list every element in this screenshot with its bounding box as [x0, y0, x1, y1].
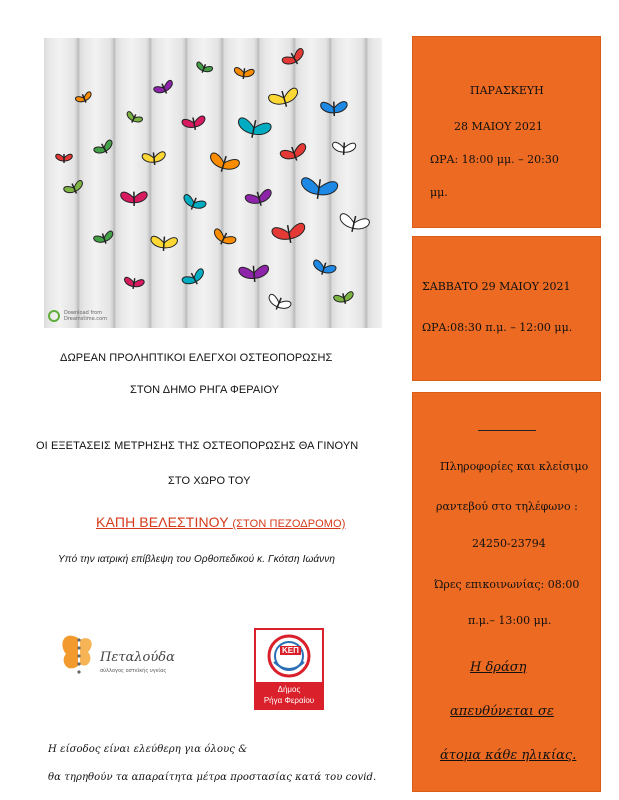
venue-name: ΚΑΠΗ ΒΕΛΕΣΤΙΝΟΥ	[96, 514, 229, 530]
kep-emblem-icon	[256, 630, 322, 682]
dreamstime-logo-icon	[48, 310, 60, 322]
watermark-line-2: Dreamstime.com	[64, 316, 107, 322]
exams-line-2: ΣΤΟ ΧΩΡΟ ΤΟΥ	[168, 475, 251, 487]
exams-line-1: ΟΙ ΕΞΕΤΑΣΕΙΣ ΜΕΤΡΗΣΗΣ ΤΗΣ ΟΣΤΕΟΠΟΡΩΣΗΣ ΘΑ ΓΙΝΟΥΝ	[36, 440, 359, 452]
action-line-1: Η δράση	[470, 660, 527, 675]
contact-hours-line-2: π.μ.– 13:00 μμ.	[468, 614, 552, 627]
butterfly-icon	[268, 87, 301, 111]
watermark-line-1: Download from	[64, 310, 103, 316]
petalouda-logo	[58, 630, 188, 686]
butterfly-icon	[271, 222, 307, 245]
butterfly-icon	[239, 265, 270, 284]
heading-line-2: ΣΤΟΝ ΔΗΜΟ ΡΗΓΑ ΦΕΡΑΙΟΥ	[130, 384, 280, 396]
butterfly-icon	[93, 230, 115, 247]
saturday-time: ΩΡΑ:08:30 π.μ. – 12:00 μμ.	[422, 321, 573, 334]
contact-info-line-1: Πληροφορίες και κλείσιμο	[440, 460, 589, 473]
butterfly-icon	[245, 188, 274, 209]
kep-line-2: Ρήγα Φεραίου	[263, 696, 315, 705]
supervision-note: Υπό την ιατρική επίβλεψη του Ορθοπεδικού κ. Γκότση Ιωάννη	[58, 554, 336, 565]
schedule-panel-saturday	[412, 236, 601, 381]
butterfly-icon	[63, 180, 86, 198]
butterfly-icon	[279, 142, 309, 165]
venue-title	[96, 514, 345, 530]
butterfly-icon	[332, 142, 356, 156]
stock-watermark	[48, 308, 168, 324]
saturday-date: ΣΑΒΒΑΤΟ 29 ΜΑΙΟΥ 2021	[422, 280, 571, 293]
butterfly-icon	[150, 236, 177, 252]
butterfly-icon	[337, 213, 370, 235]
butterfly-icon	[266, 293, 292, 314]
butterfly-icon	[121, 191, 148, 206]
friday-time: ΩΡΑ: 18:00 μμ. – 20:30	[430, 153, 559, 166]
footer-line-2: θα τηρηθούν τα απαραίτητα μέτρα προστασίας κατά του covid.	[48, 772, 377, 783]
action-line-3: άτομα κάθε ηλικίας.	[440, 748, 577, 763]
friday-day: ΠΑΡΑΣΚΕΥΗ	[470, 84, 544, 97]
butterfly-icon	[233, 67, 254, 80]
hero-butterflies-image	[44, 38, 382, 328]
venue-note: (ΣΤΟΝ ΠΕΖΟΔΡΟΜΟ)	[232, 518, 346, 530]
butterfly-icon	[321, 101, 348, 116]
butterfly-icon	[311, 259, 337, 278]
schedule-panel-friday	[412, 36, 601, 228]
kep-line-1: Δήμος	[277, 685, 301, 694]
butterfly-icon	[333, 291, 355, 306]
butterfly-icon	[124, 111, 143, 126]
butterfly-icon	[75, 91, 94, 106]
heading-line-1: ΔΩΡΕΑΝ ΠΡΟΛΗΠΤΙΚΟΙ ΕΛΕΓΧΟΙ ΟΣΤΕΟΠΟΡΩΣΗΣ	[60, 352, 333, 364]
friday-date: 28 ΜΑΙΟΥ 2021	[454, 120, 543, 133]
contact-info-line-2: ραντεβού στο τηλέφωνο :	[436, 500, 578, 513]
action-line-2: απευθύνεται σε	[450, 704, 554, 719]
butterfly-icon	[182, 115, 207, 132]
butterfly-icon	[207, 152, 240, 176]
butterfly-icon	[281, 47, 307, 69]
butterflies-illustration	[44, 38, 382, 328]
kep-logo	[254, 628, 324, 710]
butterfly-icon	[181, 193, 207, 213]
butterfly-icon	[194, 61, 213, 75]
divider-line	[478, 430, 536, 431]
contact-hours-line-1: Ώρες επικοινωνίας: 08:00	[434, 578, 580, 591]
butterfly-icon	[181, 268, 207, 290]
kep-municipality	[256, 682, 322, 708]
butterfly-icon	[211, 228, 237, 250]
butterfly-icon	[299, 177, 338, 202]
petalouda-subtitle: σύλλογος οστεϊκής υγείας	[100, 668, 167, 674]
butterfly-icon	[153, 79, 176, 97]
contact-panel	[412, 392, 601, 792]
friday-time-continued: μμ.	[430, 186, 448, 199]
footer-line-1: Η είσοδος είναι ελεύθερη για όλους &	[48, 744, 248, 755]
kep-label: ΚΕΠ	[282, 646, 299, 655]
butterfly-icon	[236, 117, 272, 141]
butterfly-icon	[142, 151, 166, 166]
butterfly-icon	[93, 139, 116, 158]
butterfly-logo-icon	[58, 630, 98, 686]
butterfly-icon	[123, 277, 144, 291]
petalouda-name: Πεταλούδα	[100, 650, 175, 665]
butterfly-icon	[56, 154, 73, 163]
contact-phone: 24250-23794	[472, 537, 546, 550]
